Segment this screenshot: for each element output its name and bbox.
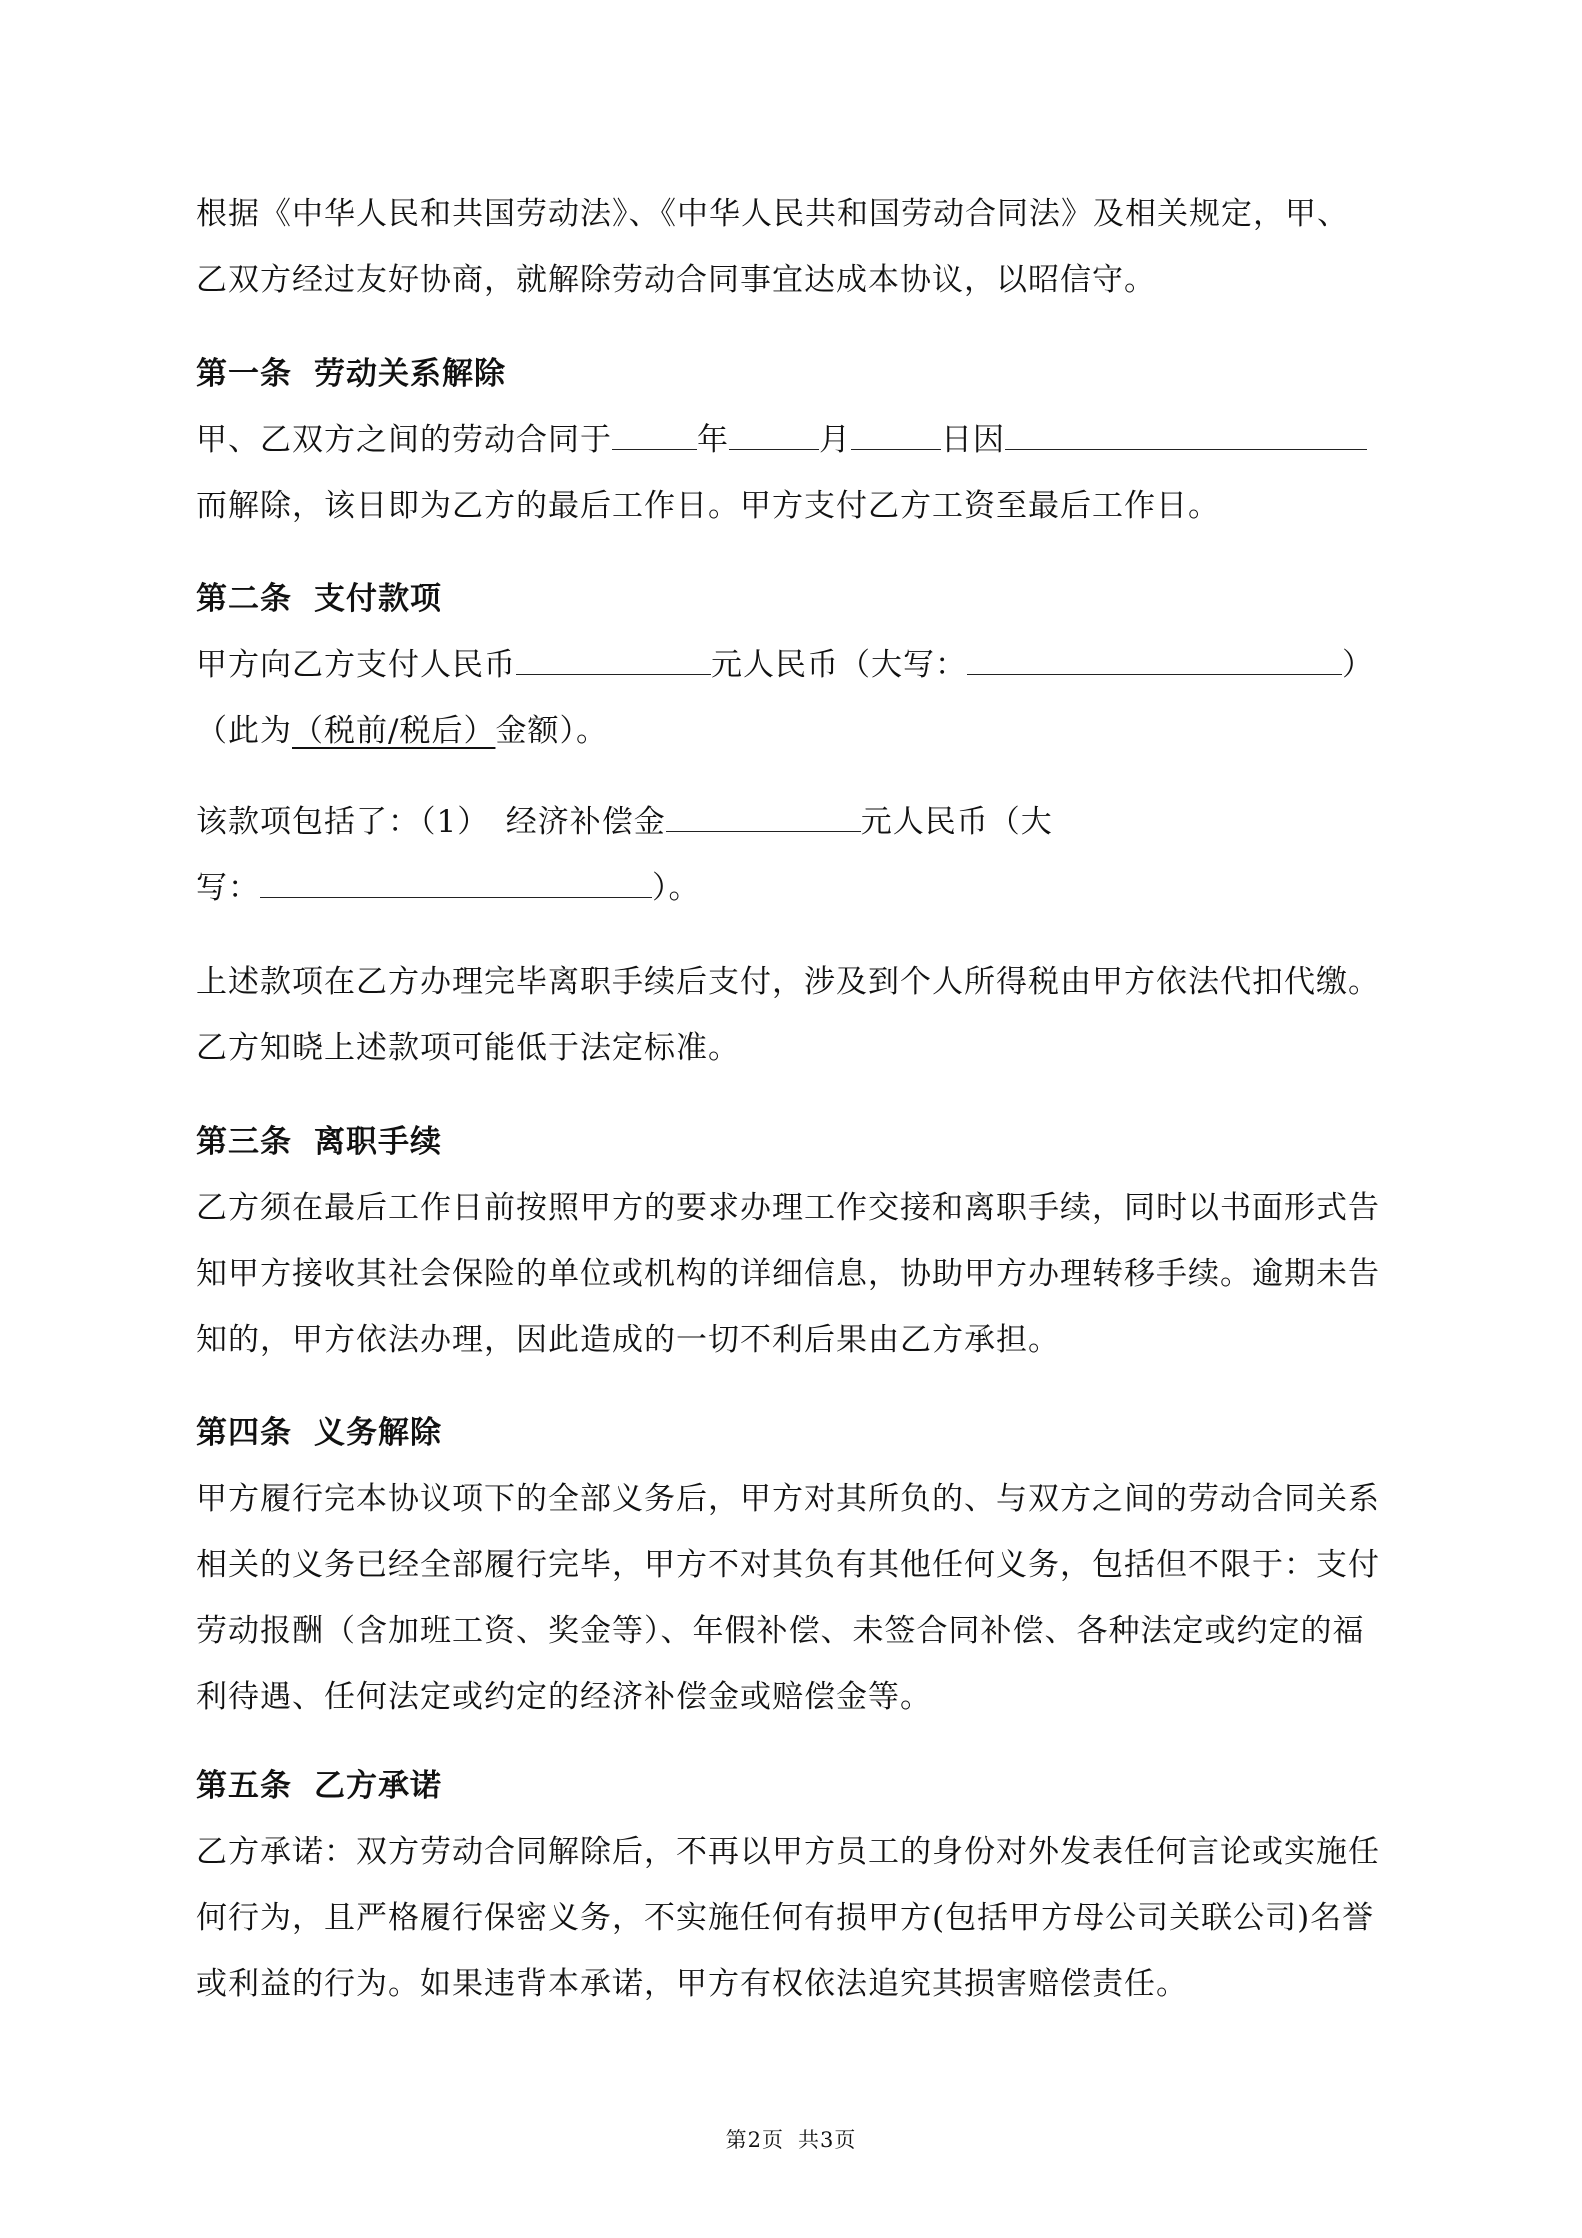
text-segment: 甲方向乙方支付人民币	[196, 647, 516, 683]
article-number: 第四条	[196, 1415, 292, 1451]
text-segment: （此为	[196, 713, 292, 749]
article-number: 第五条	[196, 1768, 292, 1804]
article-2	[196, 566, 1406, 764]
text-segment: 元人民币（大	[860, 804, 1053, 840]
text-segment: 元人民币（大写：	[711, 647, 967, 683]
article-line	[196, 789, 1406, 855]
article-line: 知的，甲方依法办理，因此造成的一切不利后果由乙方承担。	[196, 1322, 1060, 1358]
reason-blank	[1005, 409, 1367, 450]
article-line: 或利益的行为。如果违背本承诺，甲方有权依法追究其损害赔偿责任。	[196, 1966, 1188, 2002]
compensation-blank	[666, 791, 861, 832]
article-line: 何行为，且严格履行保密义务，不实施任何有损甲方(包括甲方母公司关联公司)名誉	[196, 1900, 1375, 1936]
article-4	[196, 1400, 1406, 1730]
month-blank	[729, 409, 819, 450]
article-heading	[196, 566, 1406, 632]
article-title: 义务解除	[314, 1415, 442, 1451]
article-heading	[196, 1109, 1406, 1175]
intro-paragraph	[196, 181, 1406, 313]
article-number: 第三条	[196, 1124, 292, 1160]
text-segment: 月	[819, 422, 851, 458]
page-number: 第2页	[725, 2128, 784, 2152]
day-blank	[851, 409, 941, 450]
text-segment: 该款项包括了：（1） 经济补偿金	[196, 804, 666, 840]
article-title: 支付款项	[314, 581, 442, 617]
article-line: 乙方须在最后工作日前按照甲方的要求办理工作交接和离职手续，同时以书面形式告	[196, 1190, 1380, 1226]
article-5	[196, 1753, 1406, 2017]
compensation-words-blank	[260, 857, 652, 898]
article-line	[196, 407, 1406, 473]
article-number: 第二条	[196, 581, 292, 617]
article-heading	[196, 1400, 1406, 1466]
page-total: 共3页	[798, 2128, 857, 2152]
text-segment: 金额）。	[495, 713, 608, 749]
article-line	[196, 632, 1406, 698]
article-2-breakdown	[196, 789, 1406, 921]
article-line: 乙方承诺：双方劳动合同解除后，不再以甲方员工的身份对外发表任何言论或实施任	[196, 1834, 1380, 1870]
text-segment: ）	[1342, 647, 1374, 683]
text-segment: 甲、乙双方之间的劳动合同于	[196, 422, 612, 458]
article-line: 利待遇、任何法定或约定的经济补偿金或赔偿金等。	[196, 1679, 932, 1715]
article-heading	[196, 341, 1406, 407]
article-line: 知甲方接收其社会保险的单位或机构的详细信息，协助甲方办理转移手续。逾期未告	[196, 1256, 1380, 1292]
article-heading	[196, 1753, 1406, 1819]
text-segment: 写：	[196, 870, 260, 906]
intro-line: 乙双方经过友好协商，就解除劳动合同事宜达成本协议，以昭信守。	[196, 262, 1156, 298]
article-line: 上述款项在乙方办理完毕离职手续后支付，涉及到个人所得税由甲方依法代扣代缴。	[196, 964, 1380, 1000]
article-line: 而解除，该日即为乙方的最后工作日。甲方支付乙方工资至最后工作日。	[196, 488, 1220, 524]
amount-words-blank	[967, 634, 1342, 675]
text-segment: 日因	[941, 422, 1005, 458]
page-footer	[0, 2124, 1582, 2154]
article-line: 乙方知晓上述款项可能低于法定标准。	[196, 1030, 740, 1066]
article-1	[196, 341, 1406, 539]
article-3	[196, 1109, 1406, 1373]
article-line: 相关的义务已经全部履行完毕，甲方不对其负有其他任何义务，包括但不限于：支付	[196, 1547, 1380, 1583]
intro-line: 根据《中华人民和共国劳动法》、《中华人民共和国劳动合同法》及相关规定，甲、	[196, 196, 1349, 232]
article-line: 劳动报酬（含加班工资、奖金等）、年假补偿、未签合同补偿、各种法定或约定的福	[196, 1613, 1365, 1649]
article-title: 劳动关系解除	[314, 356, 506, 392]
article-line	[196, 855, 1406, 921]
text-segment: ）。	[652, 870, 701, 906]
article-line	[196, 698, 1406, 764]
article-title: 乙方承诺	[314, 1768, 442, 1804]
article-number: 第一条	[196, 356, 292, 392]
article-title: 离职手续	[314, 1124, 442, 1160]
text-segment: 年	[697, 422, 729, 458]
year-blank	[612, 409, 697, 450]
tax-option: （税前/税后）	[292, 713, 496, 749]
article-2-payment-note	[196, 949, 1406, 1081]
amount-blank	[516, 634, 711, 675]
article-line: 甲方履行完本协议项下的全部义务后，甲方对其所负的、与双方之间的劳动合同关系	[196, 1481, 1380, 1517]
